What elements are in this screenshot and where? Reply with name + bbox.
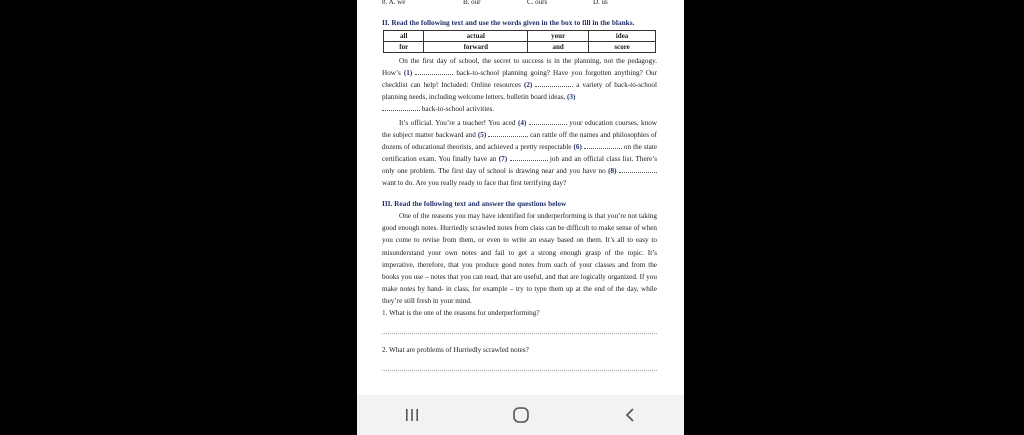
blank-2[interactable] [535, 79, 573, 87]
question-text: What is the one of the reasons for underperforming? [389, 308, 540, 317]
passage-paragraph-1: On the first day of school, the secret to success is in the planning, not the pedagogy. How’s (1) back-to-school planning going? Have you forgotten anything? Our checklist can help! Included: Online resources (2) a variety of back-to-school planning needs, including welcome letters, bulletin board ideas, (3) back-to-school activities. [382, 57, 658, 114]
option-c: C. ours [527, 0, 548, 6]
blank-number: (2) [523, 81, 533, 90]
word-box [383, 30, 656, 53]
previous-question-options [382, 0, 657, 4]
home-button[interactable] [501, 400, 541, 430]
recent-apps-button[interactable] [392, 400, 432, 430]
answer-line-1[interactable] [382, 319, 657, 334]
blank-5[interactable] [488, 129, 526, 137]
blank-number: (7) [498, 154, 508, 163]
word-box-row [384, 42, 656, 53]
word-cell: your [528, 31, 589, 42]
question-number: 1. [382, 308, 388, 317]
blank-6[interactable] [584, 141, 622, 149]
blank-number: (6) [573, 142, 582, 151]
answer-line-2[interactable] [382, 356, 657, 371]
word-cell: idea [589, 31, 656, 42]
android-navigation-bar [357, 395, 684, 435]
blank-3[interactable] [382, 103, 420, 111]
section-2-heading: II. Read the following text and use the words given in the box to fill in the blanks. [382, 18, 635, 27]
option-a: 8. A. we [382, 0, 406, 6]
blank-number: (5) [477, 130, 487, 139]
back-button[interactable] [610, 400, 650, 430]
word-cell: for [384, 42, 424, 53]
blank-number: (4) [517, 118, 527, 127]
blank-number: (3) [567, 93, 576, 102]
home-icon [512, 406, 530, 424]
question-1 [382, 307, 657, 319]
recent-apps-icon [404, 408, 420, 422]
question-2: 2. What are problems of Hurriedly scrawled notes? [382, 346, 529, 355]
blank-number: (8) [608, 166, 617, 175]
word-box-row [384, 31, 656, 42]
section-3-heading: III. Read the following text and answer the questions below [382, 199, 567, 209]
option-b: B. our [463, 0, 481, 6]
blank-number: (1) [403, 69, 413, 78]
blank-4[interactable] [529, 117, 567, 125]
word-cell: and [528, 42, 589, 53]
back-icon [623, 407, 637, 423]
worksheet-content [382, 0, 657, 371]
word-cell: actual [424, 31, 528, 42]
word-cell: score [589, 42, 656, 53]
word-cell: all [384, 31, 424, 42]
blank-7[interactable] [510, 153, 548, 161]
passage-paragraph-2: It’s official. You’re a teacher! You aced (4) your education courses, know the subject matter backward and (5) , can rattle off the names and philosophies of dozens of educational theorists, and achieved a pretty respectable (6) on the state certification exam. You finally have an (7) job and an official class list. There’s only one problem. The first day of school is drawing near and you have no (8) want to do. Are you really ready to face that first terrifying day? [382, 118, 658, 188]
blank-8[interactable] [619, 165, 657, 173]
word-cell: forward [424, 42, 528, 53]
option-d: D. us [593, 0, 608, 6]
document-page [357, 0, 684, 395]
reading-passage: One of the reasons you may have identified for underperforming is that you’re not taking good enough notes. Hurriedly scrawled notes from class can be difficult to make sense of when you come to revise from them, or even to write an essay based on them. It’s all to easy to misunderstand your own notes and fail to get a strong enough grasp of the topic. It’s imperative, therefore, that you produce good notes from each of your classes and from the books you use – notes that you can read, that are useful, and that are logically organized. If you make notes by hand- in class, for example – try to type them up at the end of the day, while they’re still fresh in your mind. [382, 212, 657, 305]
blank-1[interactable] [415, 67, 453, 75]
